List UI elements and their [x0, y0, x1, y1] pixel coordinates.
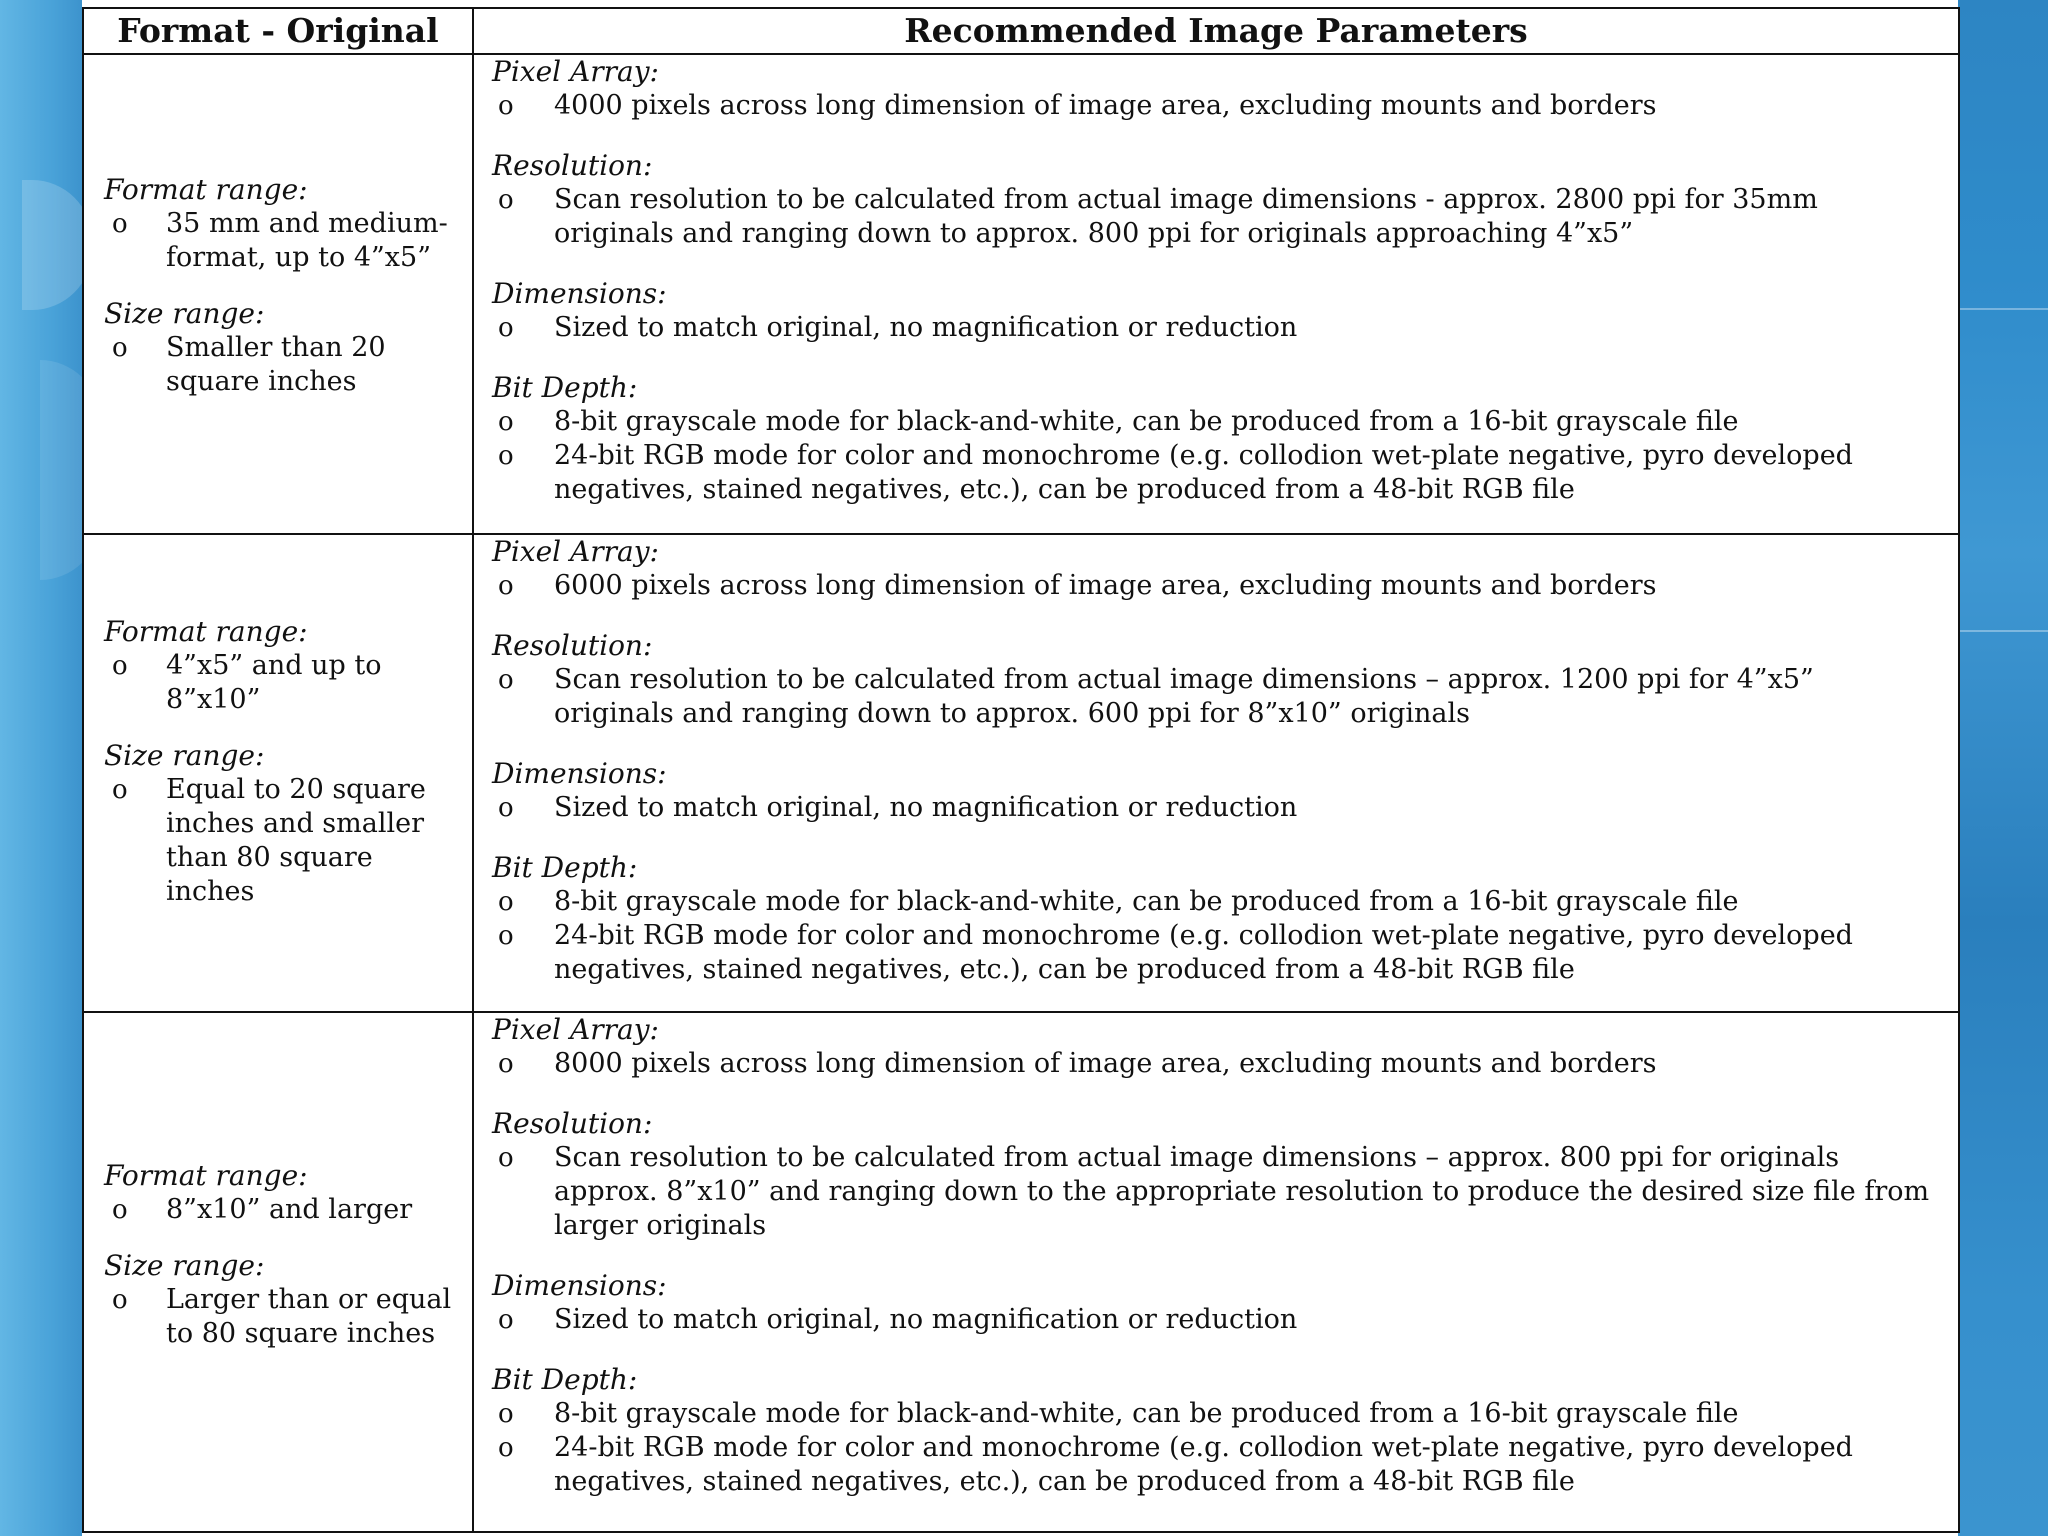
format-cell: [83, 1012, 473, 1532]
background-line: [1958, 308, 2048, 310]
bit-depth-section: [492, 851, 1940, 987]
image-parameters-table: [82, 7, 1960, 1533]
pixel-array-item: o 6000 pixels across long dimension of image area, excluding mounts and borders: [498, 570, 1657, 601]
size-range-item: o Equal to 20 square inches and smaller than 80 square inches: [112, 774, 426, 907]
bullet-icon: o: [498, 407, 514, 437]
bit-depth-label: Bit Depth:: [492, 1363, 638, 1396]
resolution-label: Resolution:: [492, 629, 653, 662]
document-page: [82, 0, 1958, 1536]
dimensions-section: [492, 277, 1940, 345]
parameters-cell: [473, 1012, 1959, 1532]
resolution-label: Resolution:: [492, 149, 653, 182]
resolution-section: [492, 629, 1940, 731]
format-range-item: o 8”x10” and larger: [112, 1194, 413, 1225]
pixel-array-label: Pixel Array:: [492, 1013, 659, 1046]
resolution-label: Resolution:: [492, 1107, 653, 1140]
header-recommended-parameters: Recommended Image Parameters: [473, 8, 1959, 54]
bullet-icon: o: [498, 1433, 514, 1463]
format-cell: [83, 534, 473, 1012]
parameters-cell: [473, 534, 1959, 1012]
bullet-icon: o: [498, 1143, 514, 1173]
pixel-array-label: Pixel Array:: [492, 535, 659, 568]
dimensions-section: [492, 1269, 1940, 1337]
bullet-icon: o: [112, 333, 128, 363]
dimensions-item: o Sized to match original, no magnification or reduction: [498, 1304, 1298, 1335]
dimensions-item: o Sized to match original, no magnification or reduction: [498, 312, 1298, 343]
pixel-array-section: [492, 55, 1940, 123]
bullet-icon: o: [112, 651, 128, 681]
size-range-label: Size range:: [104, 739, 265, 772]
dimensions-section: [492, 757, 1940, 825]
pixel-array-section: [492, 1013, 1940, 1081]
format-range-label: Format range:: [104, 173, 308, 206]
dimensions-label: Dimensions:: [492, 277, 667, 310]
bullet-icon: o: [498, 441, 514, 471]
bullet-icon: o: [498, 313, 514, 343]
bullet-icon: o: [498, 921, 514, 951]
size-range-item: o Larger than or equal to 80 square inches: [112, 1284, 452, 1349]
bullet-icon: o: [498, 571, 514, 601]
background-line: [1958, 630, 2048, 632]
bullet-icon: o: [498, 793, 514, 823]
bullet-icon: o: [498, 1049, 514, 1079]
parameters-cell: [473, 54, 1959, 534]
bit-depth-label: Bit Depth:: [492, 371, 638, 404]
bit-depth-item: o 8-bit grayscale mode for black-and-white, can be produced from a 16-bit grayscale file: [498, 406, 1739, 437]
bit-depth-section: [492, 1363, 1940, 1499]
slide-background-right: [1958, 0, 2048, 1536]
bullet-icon: o: [498, 665, 514, 695]
table-row: [83, 1012, 1959, 1532]
resolution-item: o Scan resolution to be calculated from actual image dimensions – approx. 1200 ppi for 4”x5” originals and ranging down to approx. 600 ppi for 8”x10” originals: [498, 664, 1814, 729]
format-range-label: Format range:: [104, 615, 308, 648]
slide-background-left: [0, 0, 84, 1536]
bullet-icon: o: [112, 1195, 128, 1225]
dimensions-item: o Sized to match original, no magnification or reduction: [498, 792, 1298, 823]
resolution-section: [492, 1107, 1940, 1243]
format-range-item: o 35 mm and medium-format, up to 4”x5”: [112, 208, 448, 273]
bit-depth-section: [492, 371, 1940, 507]
format-cell: [83, 54, 473, 534]
bit-depth-item: o 24-bit RGB mode for color and monochrome (e.g. collodion wet-plate negative, pyro developed negatives, stained negatives, etc.), can be produced from a 48-bit RGB file: [498, 1432, 1853, 1497]
dimensions-label: Dimensions:: [492, 757, 667, 790]
pixel-array-item: o 4000 pixels across long dimension of image area, excluding mounts and borders: [498, 90, 1657, 121]
format-range-item: o 4”x5” and up to 8”x10”: [112, 650, 382, 715]
dimensions-label: Dimensions:: [492, 1269, 667, 1302]
bit-depth-item: o 8-bit grayscale mode for black-and-white, can be produced from a 16-bit grayscale file: [498, 1398, 1739, 1429]
bullet-icon: o: [498, 1305, 514, 1335]
pixel-array-item: o 8000 pixels across long dimension of image area, excluding mounts and borders: [498, 1048, 1657, 1079]
table-row: [83, 54, 1959, 534]
resolution-section: [492, 149, 1940, 251]
bit-depth-item: o 24-bit RGB mode for color and monochrome (e.g. collodion wet-plate negative, pyro developed negatives, stained negatives, etc.), can be produced from a 48-bit RGB file: [498, 440, 1853, 505]
bullet-icon: o: [112, 209, 128, 239]
table-header-row: [83, 8, 1959, 54]
resolution-item: o Scan resolution to be calculated from actual image dimensions - approx. 2800 ppi for 35mm originals and ranging down to approx. 800 ppi for originals approaching 4”x5”: [498, 184, 1818, 249]
bullet-icon: o: [498, 1399, 514, 1429]
bullet-icon: o: [498, 91, 514, 121]
size-range-item: o Smaller than 20 square inches: [112, 332, 386, 397]
bullet-icon: o: [112, 775, 128, 805]
table-row: [83, 534, 1959, 1012]
size-range-label: Size range:: [104, 1249, 265, 1282]
format-range-label: Format range:: [104, 1159, 308, 1192]
pixel-array-section: [492, 535, 1940, 603]
header-format-original: Format - Original: [83, 8, 473, 54]
pixel-array-label: Pixel Array:: [492, 55, 659, 88]
bullet-icon: o: [112, 1285, 128, 1315]
resolution-item: o Scan resolution to be calculated from actual image dimensions – approx. 800 ppi for originals approx. 8”x10” and ranging down to the appropriate resolution to produce the desired size file from larger originals: [498, 1142, 1930, 1241]
bit-depth-item: o 24-bit RGB mode for color and monochrome (e.g. collodion wet-plate negative, pyro developed negatives, stained negatives, etc.), can be produced from a 48-bit RGB file: [498, 920, 1853, 985]
bit-depth-label: Bit Depth:: [492, 851, 638, 884]
size-range-label: Size range:: [104, 297, 265, 330]
bullet-icon: o: [498, 887, 514, 917]
bullet-icon: o: [498, 185, 514, 215]
bit-depth-item: o 8-bit grayscale mode for black-and-white, can be produced from a 16-bit grayscale file: [498, 886, 1739, 917]
